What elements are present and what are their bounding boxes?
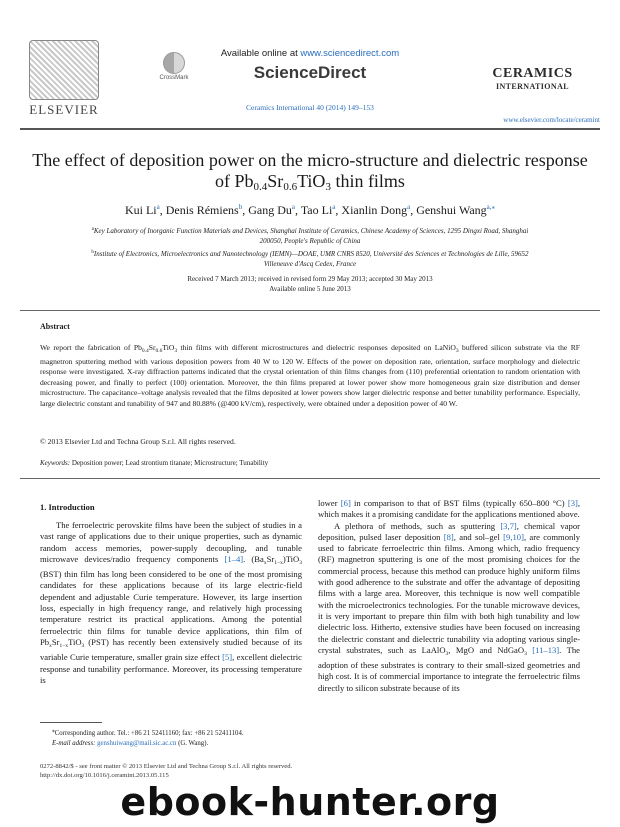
watermark: ebook-hunter.org [120, 780, 500, 824]
corresponding-author-footnote: ⁎Corresponding author. Tel.: +86 21 52411160; fax: +86 21 52411104. E-mail address: genshuiwang@mail.sic.ac.cn (G. Wang). [52, 728, 244, 747]
citation-link[interactable]: [1–4] [224, 553, 244, 564]
journal-name-line2: INTERNATIONAL [495, 82, 570, 91]
left-column [40, 520, 302, 686]
elsevier-wordmark: ELSEVIER [29, 102, 99, 117]
citation-link[interactable]: [9,10] [503, 531, 524, 542]
author-name: Xianlin Dong [341, 203, 408, 217]
abstract-text: We report the fabrication of $Pb_{0.4}Sr_{0.6}TiO_3$ thin films with different microstructures and dielectric responses deposited on LaNiO$_3$ buffered silicon substrate via the RF magnetron sputtering method with various deposition powers from 40 W to 120 W. Effects of the power on deposition rate, orientation, surface morphology and dielectric response were investigated. X-ray diffraction patterns indicated that the crystal orientation of thin films changes from (110) preferential orientation to random orientation with decreasing power, and finally to perfect (100) orientation. Moreover, the thin films prepared at lower power show more homogeneous grain size distribution and denser microstructure. The capacitance–voltage analysis revealed that the films deposited at lower powers show larger dielectric response and better tunability performance. Especially, large dielectric constant and tunability of 947 and 80.88% (@400 kV/cm), respectively, were obtained under a deposition power of 40 W. [40, 343, 580, 408]
author-name: Tao Li [300, 203, 333, 217]
citation-link[interactable]: [5] [222, 652, 233, 663]
elsevier-logo [20, 40, 108, 120]
article-title: The effect of deposition power on the micro-structure and dielectric response of $Pb_{0.4}Sr_{0.6}TiO_3$ thin films [32, 150, 588, 193]
intro-paragraph-2: A plethora of methods, such as sputtering [3,7], chemical vapor deposition, pulsed laser deposition [8], and sol–gel [9,10], are commonly used to fabricate ferroelectric thin films. Among which, radio frequency (RF) magnetron sputtering is one of the most promising choices for the commercial process, because this method can produce highly uniform films with good adherence to the substrate and offer the advantage of depositing films with a large area. Moreover, this technique is now well compatible with the microelectronics technologies. For the tunable microwave devices, it is very important to prepare thin film with both high tunability and low dielectric loss. Hitherto, extensive studies have been focused on increasing the dielectric constant and dielectric tunability via adopting various single-crystal substrates, such as LaAlO$_3$, MgO and NdGaO$_3$ [11–13]. The adoption of these substrates is contrary to their small-sized geometries and high cost. It is of commercial importance to integrate the ferroelectric films directly to silicon substrate because of its [318, 520, 580, 693]
abstract-copyright: © 2013 Elsevier Ltd and Techna Group S.r.l. All rights reserved. [40, 437, 236, 446]
citation-link[interactable]: [11–13] [532, 644, 560, 655]
header-rule [20, 128, 600, 130]
intro-paragraph-cont: lower [6] in comparison to that of BST films (typically 650–800 °C) [3], which makes it a promising candidate for the applications mentioned above. [318, 498, 581, 520]
right-column [318, 498, 580, 694]
citation-link[interactable]: [3,7] [500, 520, 517, 531]
affiliation-a: $^a$Key Laboratory of Inorganic Function Materials and Devices, Shanghai Institute of Ceramics, Chinese Academy of Sciences, 1295 Dingxi Road, Shanghai 200050, People's Republic of China [91, 227, 529, 245]
article-dates: Received 7 March 2013; received in revised form 29 May 2013; accepted 30 May 2013 Available online 5 June 2013 [187, 275, 433, 293]
email-link[interactable]: genshuiwang@mail.sic.ac.cn [97, 739, 177, 747]
elsevier-tree-icon [29, 40, 99, 100]
crossmark-icon [163, 52, 185, 74]
issn-doi: 0272-8842/$ - see front matter © 2013 Elsevier Ltd and Techna Group S.r.l. All rights reserved. http://dx.doi.org/10.1016/j.ceramint.2013.05.115 [40, 763, 293, 779]
affiliation-b: $^b$Institute of Electronics, Microelectronics and Nanotechnology (IEMN)—DOAE, UMR CNRS 8520, Université des Sciences et Technologies de Lille, 59652 Villeneuve d'Ascq Cedex, France [91, 250, 529, 268]
sciencedirect-logo: ScienceDirect [253, 63, 367, 82]
author-list: Kui Li$^a$, Denis Rémiens$^b$, Gang Du$^a$, Tao Li$^a$, Xianlin Dong$^a$, Genshui Wang$^{a,⁎}$ [124, 203, 496, 217]
abstract-top-rule [20, 310, 600, 311]
intro-paragraph-1: The ferroelectric perovskite films have been the subject of studies in a vast range of applications due to their unique properties, such as dynamic random access memories, power-supply decoupling, and tunable microwave devices/radio frequency components [1–4]. $(Ba_xSr_{1-x})TiO_3$ (BST) thin film has long been considered to be one of the most promising candidates for these applications because of its large electric-field dependent and adjustable Curie temperature. However, its large insertion loss, especially in high frequency range, and relatively high processing temperature restrict its practical applications. Among the potential ferroelectric thin films for tunable device applications, thin film of $Pb_xSr_{1-x}TiO_3$ (PST) has recently been extensively studied because of its variable Curie temperature, smaller grain size effect [5], excellent dielectric response and tunability performance. Moreover, its processing temperature is [40, 520, 302, 685]
keywords-label: Keywords: [40, 459, 71, 467]
author-name: Kui Li [124, 203, 157, 217]
author-name: Genshui Wang [416, 203, 487, 217]
keywords-list: Deposition power; Lead strontium titanate; Microstructure; Tunability [70, 459, 269, 467]
abstract-bottom-rule [20, 478, 600, 479]
abstract-heading: Abstract [40, 322, 70, 331]
available-online: Available online at www.sciencedirect.com [220, 48, 400, 59]
crossmark-badge[interactable] [151, 52, 197, 81]
journal-reference[interactable]: Ceramics International 40 (2014) 149–153 [246, 103, 374, 112]
section-heading-introduction: 1. Introduction [40, 502, 95, 512]
journal-url-link[interactable]: www.elsevier.com/locate/ceramint [503, 116, 600, 124]
author-name: Gang Du [248, 203, 292, 217]
journal-logo [470, 67, 595, 91]
keywords [40, 459, 580, 467]
citation-link[interactable]: [6] [340, 498, 351, 508]
footnote-rule [40, 722, 102, 723]
citation-link[interactable]: [3] [567, 498, 578, 508]
sciencedirect-link[interactable]: www.sciencedirect.com [300, 48, 400, 59]
doi-link[interactable]: http://dx.doi.org/10.1016/j.ceramint.2013.05.115 [40, 772, 169, 779]
crossmark-label: CrossMark [159, 75, 189, 81]
citation-link[interactable]: [8] [443, 531, 454, 542]
author-name: Denis Rémiens [165, 203, 239, 217]
journal-name-line1: CERAMICS [492, 66, 573, 81]
